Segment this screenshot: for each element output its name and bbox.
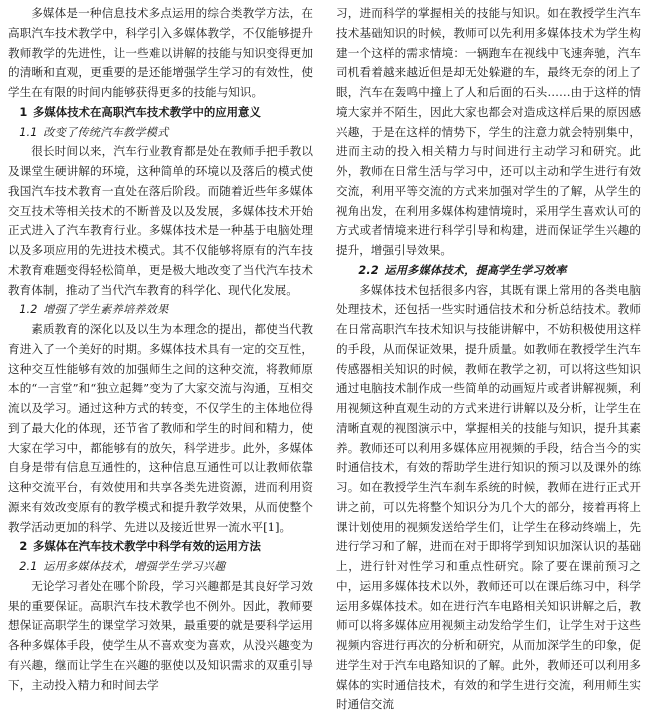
subsection-2-2-number: 2.2 [358,264,378,277]
subsection-2-2-title: 运用多媒体技术，提高学生学习效率 [384,264,566,277]
section-2-title: 多媒体在汽车技术教学中科学有效的运用方法 [33,539,261,553]
subsection-2-1-title: 运用多媒体技术，增强学生学习兴趣 [43,560,225,573]
section-2-number: 2 [19,539,27,553]
subsection-1-1-title: 改变了传统汽车教学模式 [43,126,168,139]
subsection-2-2-text: 多媒体技术包括很多内容，其既有课上常用的各类电脑处理技术，还包括一些实时通信技术和分析总结技术。教师在日常高职汽车技术知识与技能讲解中，不妨积极使用这样的手段，从而保证效果，提升质量。如教师在教授学生汽车传感器相关知识的时候，教师在教学之初，可以将这些知识通过电脑技术制作成一些简单的动画短片或者讲解视频，利用视频这种直观生动的方式来进行讲解以及分析，让学生在清晰直观的视图演示中，掌握相关的技能与知识，提升其素养。教师还可以利用多媒体应用视频的手段，结合当今的实时通信技术，有效的帮助学生进行知识的预习以及课外的练习。如在教授学生汽车刹车系统的时候，教师在进行正式开讲之前，可以先将整个知识分为几个大的部分，接着再将上课计划使用的视频发送给学生们，让学生在移动终端上，先进行学习和了解，进而在对于即将学到知识加深认识的基础上，进行针对性学习和重点性研究。除了要在课前预习之中，运用多媒体技术以外，教师还可以在课后练习中，科学运用多媒体技术。如在进行汽车电路相关知识讲解之后，教师可以将多媒体应用视频主动发给学生们，让学生对于这些视频内容进行再次的分析和研究，从而加深学生的印象，促进学生对于汽车电路知识的了解。此外，教师还可以利用多媒体的实时通信技术，有效的和学生进行交流，利用师生实时通信交流 [336,281,641,715]
section-1-heading [8,103,313,123]
section-2-heading [8,537,313,557]
subsection-1-2-title: 增强了学生素养培养效果 [43,303,168,316]
subsection-2-1-text: 无论学习者处在哪个阶段，学习兴趣都是其良好学习效果的重要保证。高职汽车技术教学也不例外。因此，教师要想保证高职学生的课堂学习效果，最重要的就是要科学运用各种多媒体手段，使学生从不喜欢变为喜欢，从没兴趣变为有兴趣，继而让学生在兴趣的驱使以及知识需求的双重引导下，主动投入精力和时间去学 [8,577,313,696]
subsection-1-1-text: 很长时间以来，汽车行业教育都是处在教师手把手教以及课堂生硬讲解的环境，这种简单的环境以及落后的模式使我国汽车技术教育一直处在落后阶段。而随着近些年多媒体交互技术等相关技术的不断普及以及发展，多媒体技术开始正式进入了汽车教育行业。多媒体技术是一种基于电脑处理以及多项应用的先进技术模式。其不仅能够将原有的汽车技术教育难题变得轻松简单，更是极大地改变了当代汽车技术教育体制，推动了当代汽车教育的科学化、现代化发展。 [8,142,313,300]
left-column [8,4,313,648]
intro-paragraph: 多媒体是一种信息技术多点运用的综合类教学方法，在高职汽车技术教学中，科学引入多媒体教学，不仅能够提升教师教学的先进性，让一些难以讲解的技能与知识变得更加的清晰和直观，更重要的是还能增强学生学习的有效性，使学生在有限的时间内能够获得更多的技能与知识。 [8,4,313,103]
subsection-1-1-number: 1.1 [19,126,37,139]
subsection-1-2-number: 1.2 [19,303,37,316]
subsection-1-2-heading [8,300,313,320]
section-1-title: 多媒体技术在高职汽车技术教学中的应用意义 [33,105,261,119]
subsection-2-1-heading [8,557,313,577]
continued-paragraph: 习，进而科学的掌握相关的技能与知识。如在教授学生汽车技术基础知识的时候，教师可以先利用多媒体技术为学生构建一个这样的需求情境：一辆跑车在视线中飞速奔驰，汽车司机看着越来越近但是却无处躲避的车，最终无奈的闭上了眼，汽车在轰鸣中撞上了人和后面的石头……由于这样的情境大家并不陌生，因此大家也都会对造成这样后果的原因感兴趣，于是在这样的情势下，学生的注意力就会特别集中，进而主动的投入相关精力与时间进行主动学习和研究。此外，教师在日常生活与学习中，还可以主动和学生进行有效交流，利用平等交流的方式来加强对学生的了解，从学生的视角出发，在利用多媒体构建情境时，采用学生喜欢认可的方式或者情境来进行科学引导和构建，进而保证学生兴趣的提升，增强引导效果。 [336,4,641,261]
right-column [336,4,641,648]
subsection-2-2-heading [336,261,641,281]
subsection-1-2-text: 素质教育的深化以及以生为本理念的提出，都使当代教育进入了一个美好的时期。多媒体技术具有一定的交互性，这种交互性能够有效的加强师生之间的这种交流，将教师原本的“一言堂”和“独立起舞”变为了大家交流与沟通，互相交流以及学习。通过这种方式的转变，不仅学生的主体地位得到了最大化的体现，还节省了教师和学生的时间和精力，使大家在学习中，都能够有的放矢，科学进步。此外，多媒体自身是带有信息互通性的，这种信息互通性可以让教师依靠这种交流平台，有效使用和共享各类先进资源，进而利用资源来有效改变原有的教学模式和提升教学效果，从而使整个教学活动更加的科学、先进以及接近世界一流水平[1]。 [8,320,313,537]
section-1-number: 1 [19,105,27,119]
subsection-2-1-number: 2.1 [19,560,37,573]
subsection-1-1-heading [8,123,313,143]
